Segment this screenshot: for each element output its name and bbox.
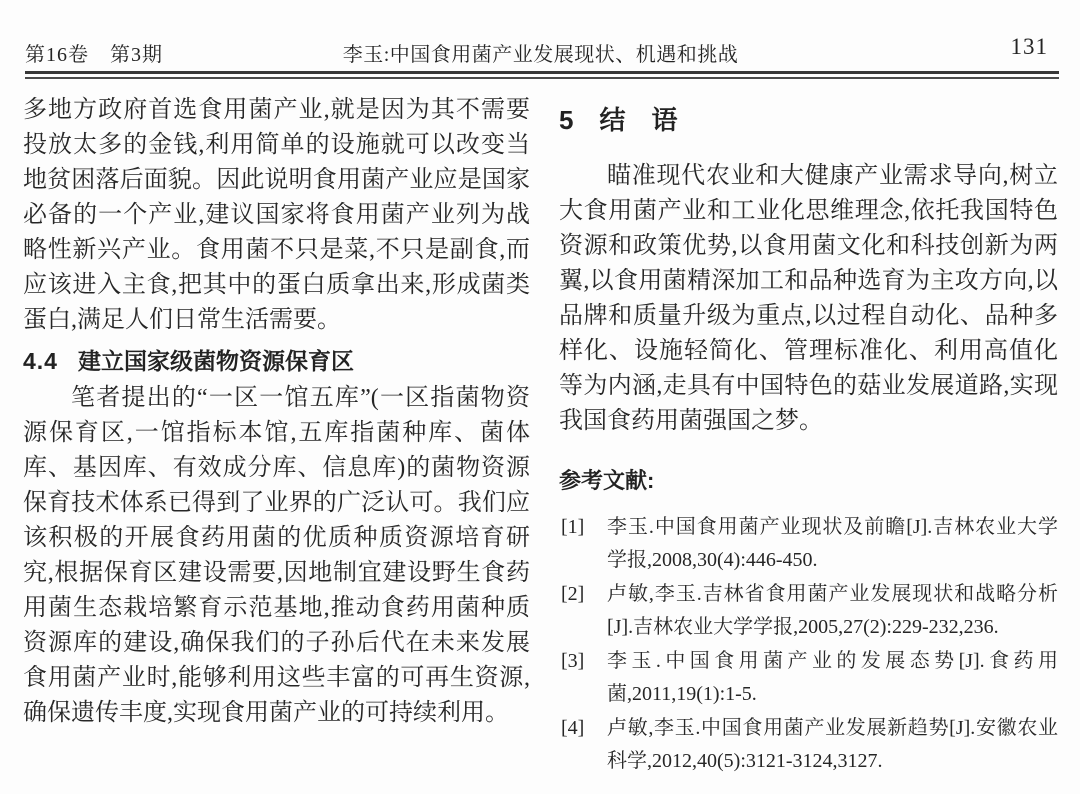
running-title: 李玉:中国食用菌产业发展现状、机遇和挑战 [342, 44, 739, 66]
section-4-4-title: 建立国家级菌物资源保育区 [77, 348, 354, 374]
reference-item [559, 645, 1058, 711]
section-5-title: 结 语 [599, 105, 678, 135]
volume-issue-label: 第16卷 第3期 [25, 44, 163, 66]
reference-text: 卢敏,李玉.中国食用菌产业发展新趋势[J].安徽农业科学,2012,40(5):3121-3124,3127. [607, 717, 1058, 772]
section-4-4-heading [23, 344, 530, 378]
reference-text: 李玉.中国食用菌产业现状及前瞻[J].吉林农业大学学报,2008,30(4):446-450. [607, 516, 1058, 571]
reference-item [559, 511, 1058, 577]
section-4-4-number: 4.4 [23, 348, 58, 374]
reference-text: 卢敏,李玉.吉林省食用菌产业发展现状和战略分析[J].吉林农业大学学报,2005,27(2):229-232,236. [607, 583, 1058, 638]
right-column [559, 93, 1058, 779]
conclusion-paragraph: 瞄准现代农业和大健康产业需求导向,树立大食用菌产业和工业化思维理念,依托我国特色资源和政策优势,以食用菌文化和科技创新为两翼,以食用菌精深加工和品种选育为主攻方向,以品牌和质量升级为重点,以过程自动化、品种多样化、设施轻简化、管理标准化、利用高值化等为内涵,走具有中国特色的菇业发展道路,实现我国食药用菌强国之梦。 [559, 163, 1058, 434]
running-header [25, 36, 1056, 68]
reference-number: [4] [561, 717, 585, 739]
reference-number: [3] [561, 650, 585, 672]
reference-text: 李玉.中国食用菌产业的发展态势[J].食药用菌,2011,19(1):1-5. [607, 650, 1058, 705]
two-column-body [23, 93, 1058, 779]
reference-item [559, 712, 1058, 778]
left-column [23, 93, 530, 779]
section-5-heading [559, 103, 1058, 137]
references-list [559, 511, 1058, 778]
paragraph-conservation-area: 笔者提出的“一区一馆五库”(一区指菌物资源保育区,一馆指标本馆,五库指菌种库、菌体库、基因库、有效成分库、信息库)的菌物资源保育技术体系已得到了业界的广泛认可。我们应该积极的开展食药用菌的优质种质资源培育研究,根据保育区建设需要,因地制宜建设野生食药用菌生态栽培繁育示范基地,推动食药用菌种质资源库的建设,确保我们的子孙后代在未来发展食用菌产业时,能够利用这些丰富的可再生资源,确保遗传丰度,实现食用菌产业的可持续利用。 [23, 385, 530, 726]
reference-number: [2] [561, 583, 585, 605]
header-divider-rule [25, 71, 1059, 79]
reference-number: [1] [561, 516, 585, 538]
paragraph-continuation: 多地方政府首选食用菌产业,就是因为其不需要投放太多的金钱,利用简单的设施就可以改变当地贫困落后面貌。因此说明食用菌产业应是国家必备的一个产业,建议国家将食用菌产业列为战略性新兴产业。食用菌不只是菜,不只是副食,而应该进入主食,把其中的蛋白质拿出来,形成菌类蛋白,满足人们日常生活需要。 [23, 97, 530, 333]
section-5-number: 5 [559, 105, 574, 135]
page-number: 131 [1010, 34, 1048, 59]
references-heading: 参考文献: [559, 468, 655, 493]
reference-item [559, 578, 1058, 644]
